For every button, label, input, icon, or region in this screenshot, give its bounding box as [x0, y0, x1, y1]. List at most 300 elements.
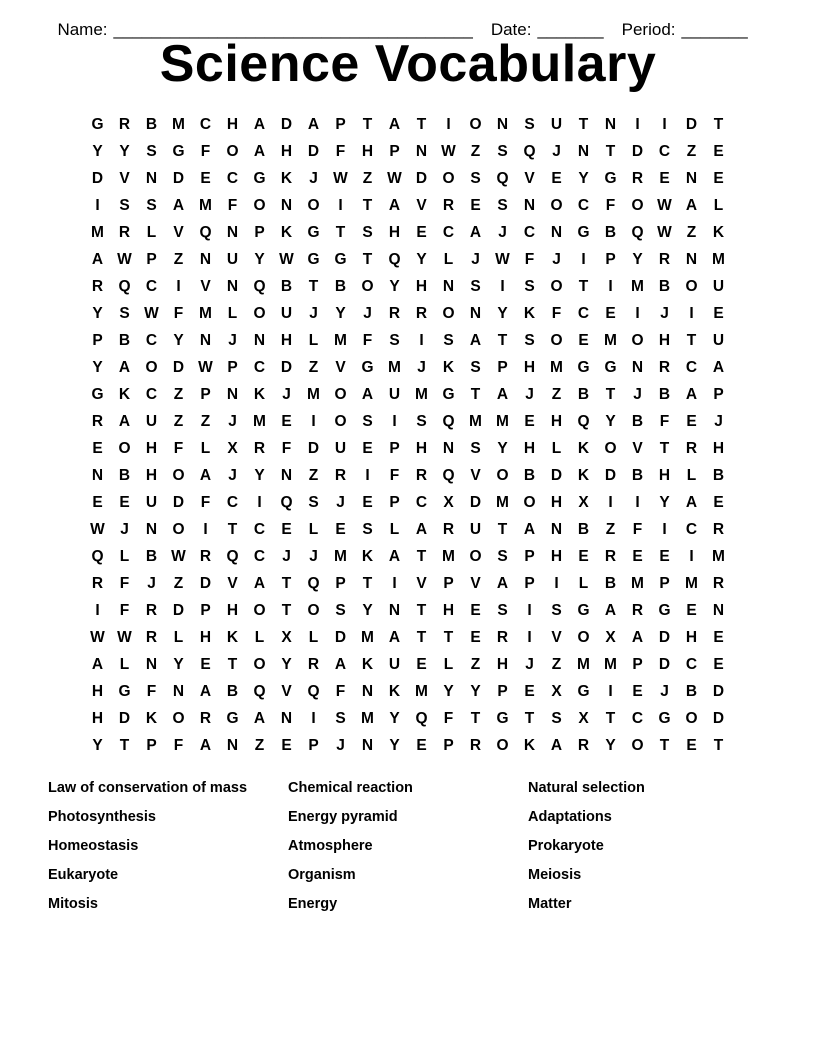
grid-letter[interactable]: D — [280, 116, 293, 133]
grid-letter[interactable]: E — [605, 305, 616, 322]
grid-letter[interactable]: O — [145, 359, 158, 376]
grid-letter[interactable]: R — [658, 359, 671, 376]
grid-letter[interactable]: V — [227, 575, 238, 592]
grid-letter[interactable]: C — [145, 332, 158, 349]
grid-letter[interactable]: V — [470, 575, 481, 592]
grid-letter[interactable]: R — [442, 521, 455, 538]
grid-letter[interactable]: D — [199, 575, 212, 592]
grid-letter[interactable]: S — [551, 710, 562, 727]
grid-letter[interactable]: B — [523, 467, 536, 484]
grid-letter[interactable]: H — [388, 224, 401, 241]
grid-letter[interactable]: E — [686, 602, 697, 619]
grid-letter[interactable]: I — [635, 116, 640, 133]
grid-letter[interactable]: Z — [686, 224, 697, 241]
grid-letter[interactable]: Z — [362, 170, 373, 187]
grid-letter[interactable]: N — [253, 332, 266, 349]
grid-letter[interactable]: T — [119, 737, 130, 754]
grid-letter[interactable]: R — [577, 737, 590, 754]
grid-letter[interactable]: L — [119, 548, 130, 565]
grid-letter[interactable]: Z — [551, 386, 562, 403]
grid-letter[interactable]: J — [147, 575, 156, 592]
grid-letter[interactable]: Z — [470, 656, 481, 673]
grid-letter[interactable]: V — [173, 224, 184, 241]
grid-letter[interactable]: C — [523, 224, 536, 241]
grid-letter[interactable]: T — [686, 332, 697, 349]
grid-letter[interactable]: T — [659, 440, 670, 457]
grid-letter[interactable]: A — [172, 197, 185, 214]
grid-letter[interactable]: P — [632, 656, 643, 673]
grid-letter[interactable]: Y — [254, 251, 265, 268]
grid-letter[interactable]: T — [362, 251, 373, 268]
grid-letter[interactable]: N — [442, 278, 455, 295]
grid-letter[interactable]: U — [388, 656, 401, 673]
grid-letter[interactable]: P — [254, 224, 265, 241]
grid-letter[interactable]: I — [689, 548, 694, 565]
grid-letter[interactable]: N — [145, 521, 158, 538]
grid-letter[interactable]: V — [470, 467, 481, 484]
grid-letter[interactable]: C — [253, 359, 266, 376]
grid-letter[interactable]: E — [713, 629, 724, 646]
grid-letter[interactable]: I — [608, 278, 613, 295]
grid-letter[interactable]: I — [392, 413, 397, 430]
grid-letter[interactable]: C — [577, 197, 590, 214]
grid-letter[interactable]: Y — [254, 467, 265, 484]
grid-letter[interactable]: L — [173, 629, 184, 646]
grid-letter[interactable]: J — [228, 332, 237, 349]
grid-letter[interactable]: N — [280, 710, 293, 727]
grid-letter[interactable]: P — [389, 494, 400, 511]
grid-letter[interactable]: Z — [605, 521, 616, 538]
grid-letter[interactable]: G — [496, 710, 509, 727]
grid-letter[interactable]: J — [336, 494, 345, 511]
grid-letter[interactable]: T — [362, 575, 373, 592]
grid-letter[interactable]: I — [635, 305, 640, 322]
grid-letter[interactable]: X — [227, 440, 238, 457]
grid-letter[interactable]: G — [604, 170, 617, 187]
grid-letter[interactable]: F — [389, 467, 400, 484]
grid-letter[interactable]: S — [362, 224, 373, 241]
grid-letter[interactable]: G — [253, 170, 266, 187]
grid-letter[interactable]: J — [471, 251, 480, 268]
grid-letter[interactable]: N — [631, 359, 644, 376]
grid-letter[interactable]: K — [280, 224, 293, 241]
grid-letter[interactable]: P — [389, 143, 400, 160]
grid-letter[interactable]: N — [712, 602, 725, 619]
grid-letter[interactable]: G — [334, 251, 347, 268]
grid-letter[interactable]: H — [523, 440, 536, 457]
grid-letter[interactable]: A — [631, 629, 644, 646]
grid-letter[interactable]: K — [280, 170, 293, 187]
grid-letter[interactable]: R — [415, 467, 428, 484]
grid-letter[interactable]: B — [604, 224, 617, 241]
grid-letter[interactable]: M — [577, 656, 590, 673]
grid-letter[interactable]: T — [524, 710, 535, 727]
grid-letter[interactable]: R — [658, 251, 671, 268]
grid-letter[interactable]: Z — [254, 737, 265, 754]
grid-letter[interactable]: E — [578, 548, 589, 565]
grid-letter[interactable]: O — [253, 602, 266, 619]
grid-letter[interactable]: K — [577, 467, 590, 484]
grid-letter[interactable]: N — [280, 467, 293, 484]
grid-letter[interactable]: Q — [253, 683, 266, 700]
grid-letter[interactable]: W — [198, 359, 213, 376]
grid-letter[interactable]: G — [658, 710, 671, 727]
grid-letter[interactable]: L — [200, 440, 211, 457]
grid-letter[interactable]: I — [581, 251, 586, 268]
grid-letter[interactable]: P — [146, 737, 157, 754]
grid-letter[interactable]: H — [550, 494, 563, 511]
grid-letter[interactable]: E — [362, 494, 373, 511]
grid-letter[interactable]: I — [689, 305, 694, 322]
grid-letter[interactable]: I — [446, 116, 451, 133]
grid-letter[interactable]: P — [389, 440, 400, 457]
grid-letter[interactable]: F — [173, 305, 184, 322]
grid-letter[interactable]: D — [415, 170, 428, 187]
grid-letter[interactable]: Q — [442, 413, 455, 430]
grid-letter[interactable]: H — [685, 629, 698, 646]
grid-letter[interactable]: P — [497, 683, 508, 700]
grid-letter[interactable]: Q — [280, 494, 293, 511]
grid-letter[interactable]: M — [199, 305, 212, 322]
grid-letter[interactable]: W — [117, 251, 132, 268]
grid-letter[interactable]: E — [713, 494, 724, 511]
grid-letter[interactable]: M — [199, 197, 212, 214]
grid-letter[interactable]: H — [415, 440, 428, 457]
grid-letter[interactable]: N — [604, 116, 617, 133]
grid-letter[interactable]: B — [658, 386, 671, 403]
grid-letter[interactable]: E — [470, 629, 481, 646]
grid-letter[interactable]: A — [550, 737, 563, 754]
grid-letter[interactable]: E — [713, 656, 724, 673]
grid-letter[interactable]: E — [362, 440, 373, 457]
grid-letter[interactable]: L — [686, 467, 697, 484]
grid-letter[interactable]: T — [578, 278, 589, 295]
grid-letter[interactable]: R — [604, 548, 617, 565]
grid-letter[interactable]: P — [524, 575, 535, 592]
grid-letter[interactable]: N — [361, 683, 374, 700]
grid-letter[interactable]: M — [361, 629, 374, 646]
grid-letter[interactable]: N — [496, 116, 509, 133]
grid-letter[interactable]: A — [361, 386, 374, 403]
grid-letter[interactable]: W — [117, 629, 132, 646]
grid-letter[interactable]: O — [442, 305, 455, 322]
grid-letter[interactable]: D — [631, 143, 644, 160]
grid-letter[interactable]: Q — [442, 467, 455, 484]
grid-letter[interactable]: L — [146, 224, 157, 241]
grid-letter[interactable]: P — [146, 251, 157, 268]
grid-letter[interactable]: N — [577, 143, 590, 160]
grid-letter[interactable]: C — [226, 170, 239, 187]
grid-letter[interactable]: D — [307, 440, 320, 457]
grid-letter[interactable]: Y — [119, 143, 130, 160]
grid-letter[interactable]: S — [362, 413, 373, 430]
grid-letter[interactable]: S — [524, 116, 535, 133]
grid-letter[interactable]: Q — [496, 170, 509, 187]
grid-letter[interactable]: V — [119, 170, 130, 187]
grid-letter[interactable]: W — [441, 143, 456, 160]
grid-letter[interactable]: F — [119, 602, 130, 619]
grid-letter[interactable]: N — [145, 170, 158, 187]
grid-letter[interactable]: P — [713, 386, 724, 403]
grid-letter[interactable]: O — [172, 710, 185, 727]
grid-letter[interactable]: T — [416, 602, 427, 619]
grid-letter[interactable]: B — [334, 278, 347, 295]
grid-letter[interactable]: G — [577, 602, 590, 619]
grid-letter[interactable]: M — [631, 278, 644, 295]
grid-letter[interactable]: S — [362, 521, 373, 538]
grid-letter[interactable]: F — [335, 143, 346, 160]
grid-letter[interactable]: X — [551, 683, 562, 700]
grid-letter[interactable]: Y — [605, 737, 616, 754]
grid-letter[interactable]: Y — [659, 494, 670, 511]
grid-letter[interactable]: D — [172, 170, 185, 187]
grid-letter[interactable]: E — [416, 224, 427, 241]
grid-letter[interactable]: H — [145, 440, 158, 457]
grid-letter[interactable]: P — [443, 737, 454, 754]
grid-letter[interactable]: D — [658, 656, 671, 673]
grid-letter[interactable]: R — [442, 197, 455, 214]
grid-letter[interactable]: E — [551, 170, 562, 187]
grid-letter[interactable]: K — [712, 224, 725, 241]
grid-letter[interactable]: N — [199, 332, 212, 349]
grid-letter[interactable]: O — [604, 440, 617, 457]
grid-letter[interactable]: G — [361, 359, 374, 376]
grid-letter[interactable]: R — [91, 278, 104, 295]
grid-letter[interactable]: M — [604, 656, 617, 673]
grid-letter[interactable]: Y — [416, 251, 427, 268]
grid-letter[interactable]: I — [500, 278, 505, 295]
grid-letter[interactable]: Y — [92, 737, 103, 754]
grid-letter[interactable]: Z — [200, 413, 211, 430]
grid-letter[interactable]: D — [334, 629, 347, 646]
grid-letter[interactable]: W — [387, 170, 402, 187]
grid-letter[interactable]: S — [416, 413, 427, 430]
grid-letter[interactable]: P — [605, 251, 616, 268]
grid-letter[interactable]: I — [527, 602, 532, 619]
grid-letter[interactable]: V — [632, 440, 643, 457]
grid-letter[interactable]: R — [145, 629, 158, 646]
grid-letter[interactable]: N — [91, 467, 104, 484]
grid-letter[interactable]: W — [90, 521, 105, 538]
grid-letter[interactable]: F — [551, 305, 562, 322]
grid-letter[interactable]: I — [608, 494, 613, 511]
grid-letter[interactable]: B — [604, 575, 617, 592]
grid-letter[interactable]: T — [362, 116, 373, 133]
grid-letter[interactable]: Y — [173, 656, 184, 673]
grid-letter[interactable]: A — [604, 602, 617, 619]
grid-letter[interactable]: E — [713, 305, 724, 322]
grid-letter[interactable]: L — [308, 332, 319, 349]
grid-letter[interactable]: T — [497, 332, 508, 349]
grid-letter[interactable]: U — [388, 386, 401, 403]
grid-letter[interactable]: V — [551, 629, 562, 646]
grid-letter[interactable]: G — [658, 602, 671, 619]
grid-letter[interactable]: D — [172, 602, 185, 619]
grid-letter[interactable]: D — [712, 683, 725, 700]
period-field[interactable]: _______ — [681, 20, 748, 39]
grid-letter[interactable]: B — [118, 332, 131, 349]
grid-letter[interactable]: H — [550, 413, 563, 430]
grid-letter[interactable]: S — [551, 602, 562, 619]
grid-letter[interactable]: X — [605, 629, 616, 646]
grid-letter[interactable]: O — [442, 170, 455, 187]
grid-letter[interactable]: T — [713, 737, 724, 754]
grid-letter[interactable]: N — [415, 143, 428, 160]
grid-letter[interactable]: G — [442, 386, 455, 403]
grid-letter[interactable]: M — [496, 494, 509, 511]
grid-letter[interactable]: M — [334, 332, 347, 349]
grid-letter[interactable]: H — [91, 683, 104, 700]
grid-letter[interactable]: N — [523, 197, 536, 214]
grid-letter[interactable]: F — [173, 440, 184, 457]
grid-letter[interactable]: R — [199, 548, 212, 565]
grid-letter[interactable]: T — [227, 656, 238, 673]
grid-letter[interactable]: Z — [173, 575, 184, 592]
grid-letter[interactable]: N — [280, 197, 293, 214]
grid-letter[interactable]: E — [632, 548, 643, 565]
grid-letter[interactable]: E — [281, 737, 292, 754]
grid-letter[interactable]: F — [632, 521, 643, 538]
grid-letter[interactable]: Y — [389, 710, 400, 727]
grid-letter[interactable]: J — [660, 305, 669, 322]
grid-letter[interactable]: T — [308, 278, 319, 295]
grid-letter[interactable]: T — [335, 224, 346, 241]
grid-letter[interactable]: X — [443, 494, 454, 511]
grid-letter[interactable]: A — [469, 332, 482, 349]
grid-letter[interactable]: K — [523, 305, 536, 322]
grid-letter[interactable]: R — [388, 305, 401, 322]
grid-letter[interactable]: Y — [92, 359, 103, 376]
grid-letter[interactable]: S — [470, 278, 481, 295]
grid-letter[interactable]: N — [172, 683, 185, 700]
grid-letter[interactable]: O — [334, 386, 347, 403]
grid-letter[interactable]: H — [523, 359, 536, 376]
grid-letter[interactable]: S — [335, 602, 346, 619]
grid-letter[interactable]: P — [227, 359, 238, 376]
grid-letter[interactable]: L — [551, 440, 562, 457]
grid-letter[interactable]: I — [95, 197, 100, 214]
grid-letter[interactable]: F — [146, 683, 157, 700]
grid-letter[interactable]: Z — [308, 359, 319, 376]
grid-letter[interactable]: Q — [226, 548, 239, 565]
grid-letter[interactable]: M — [604, 332, 617, 349]
grid-letter[interactable]: Q — [631, 224, 644, 241]
grid-letter[interactable]: Y — [389, 278, 400, 295]
grid-letter[interactable]: N — [685, 251, 698, 268]
grid-letter[interactable]: N — [550, 521, 563, 538]
grid-letter[interactable]: V — [416, 575, 427, 592]
grid-letter[interactable]: Q — [91, 548, 104, 565]
grid-letter[interactable]: R — [91, 413, 104, 430]
grid-letter[interactable]: G — [172, 143, 185, 160]
grid-letter[interactable]: O — [226, 143, 239, 160]
grid-letter[interactable]: C — [685, 656, 698, 673]
grid-letter[interactable]: F — [200, 494, 211, 511]
grid-letter[interactable]: G — [118, 683, 131, 700]
grid-letter[interactable]: A — [91, 251, 104, 268]
grid-letter[interactable]: J — [552, 143, 561, 160]
grid-letter[interactable]: P — [335, 116, 346, 133]
grid-letter[interactable]: F — [524, 251, 535, 268]
grid-letter[interactable]: O — [469, 548, 482, 565]
grid-letter[interactable]: E — [659, 548, 670, 565]
grid-letter[interactable]: R — [712, 575, 725, 592]
grid-letter[interactable]: G — [91, 116, 104, 133]
grid-letter[interactable]: P — [524, 548, 535, 565]
grid-letter[interactable]: R — [91, 575, 104, 592]
grid-letter[interactable]: M — [253, 413, 266, 430]
grid-letter[interactable]: S — [497, 197, 508, 214]
grid-letter[interactable]: H — [91, 710, 104, 727]
grid-letter[interactable]: Z — [686, 143, 697, 160]
grid-letter[interactable]: M — [334, 548, 347, 565]
grid-letter[interactable]: X — [281, 629, 292, 646]
grid-letter[interactable]: Y — [335, 305, 346, 322]
grid-letter[interactable]: I — [338, 197, 343, 214]
grid-letter[interactable]: C — [253, 521, 266, 538]
grid-letter[interactable]: T — [659, 737, 670, 754]
grid-letter[interactable]: O — [631, 332, 644, 349]
grid-letter[interactable]: C — [631, 710, 644, 727]
grid-letter[interactable]: Z — [173, 386, 184, 403]
grid-letter[interactable]: E — [524, 413, 535, 430]
grid-letter[interactable]: B — [631, 413, 644, 430]
grid-letter[interactable]: F — [335, 683, 346, 700]
grid-letter[interactable]: V — [281, 683, 292, 700]
grid-letter[interactable]: K — [145, 710, 158, 727]
grid-letter[interactable]: A — [415, 521, 428, 538]
grid-letter[interactable]: U — [469, 521, 482, 538]
grid-letter[interactable]: T — [416, 548, 427, 565]
grid-letter[interactable]: E — [524, 683, 535, 700]
grid-letter[interactable]: B — [145, 548, 158, 565]
grid-letter[interactable]: H — [550, 548, 563, 565]
grid-letter[interactable]: D — [658, 629, 671, 646]
grid-letter[interactable]: R — [496, 629, 509, 646]
grid-letter[interactable]: S — [146, 143, 157, 160]
grid-letter[interactable]: X — [578, 710, 589, 727]
grid-letter[interactable]: I — [554, 575, 559, 592]
grid-letter[interactable]: H — [415, 278, 428, 295]
grid-letter[interactable]: T — [281, 575, 292, 592]
grid-letter[interactable]: H — [226, 602, 239, 619]
grid-letter[interactable]: S — [146, 197, 157, 214]
grid-letter[interactable]: S — [470, 359, 481, 376]
grid-letter[interactable]: Y — [497, 305, 508, 322]
grid-letter[interactable]: T — [416, 629, 427, 646]
grid-letter[interactable]: E — [281, 413, 292, 430]
grid-letter[interactable]: G — [604, 359, 617, 376]
grid-letter[interactable]: N — [388, 602, 401, 619]
grid-letter[interactable]: I — [257, 494, 262, 511]
grid-letter[interactable]: A — [253, 575, 266, 592]
grid-letter[interactable]: R — [415, 305, 428, 322]
grid-letter[interactable]: F — [173, 737, 184, 754]
grid-letter[interactable]: R — [469, 737, 482, 754]
grid-letter[interactable]: A — [469, 224, 482, 241]
grid-letter[interactable]: T — [713, 116, 724, 133]
grid-letter[interactable]: B — [712, 467, 725, 484]
grid-letter[interactable]: R — [712, 521, 725, 538]
grid-letter[interactable]: Z — [551, 656, 562, 673]
grid-letter[interactable]: C — [145, 278, 158, 295]
grid-letter[interactable]: I — [365, 467, 370, 484]
grid-letter[interactable]: I — [662, 116, 667, 133]
grid-letter[interactable]: Y — [92, 143, 103, 160]
grid-letter[interactable]: J — [525, 386, 534, 403]
grid-letter[interactable]: G — [307, 251, 320, 268]
grid-letter[interactable]: D — [604, 467, 617, 484]
